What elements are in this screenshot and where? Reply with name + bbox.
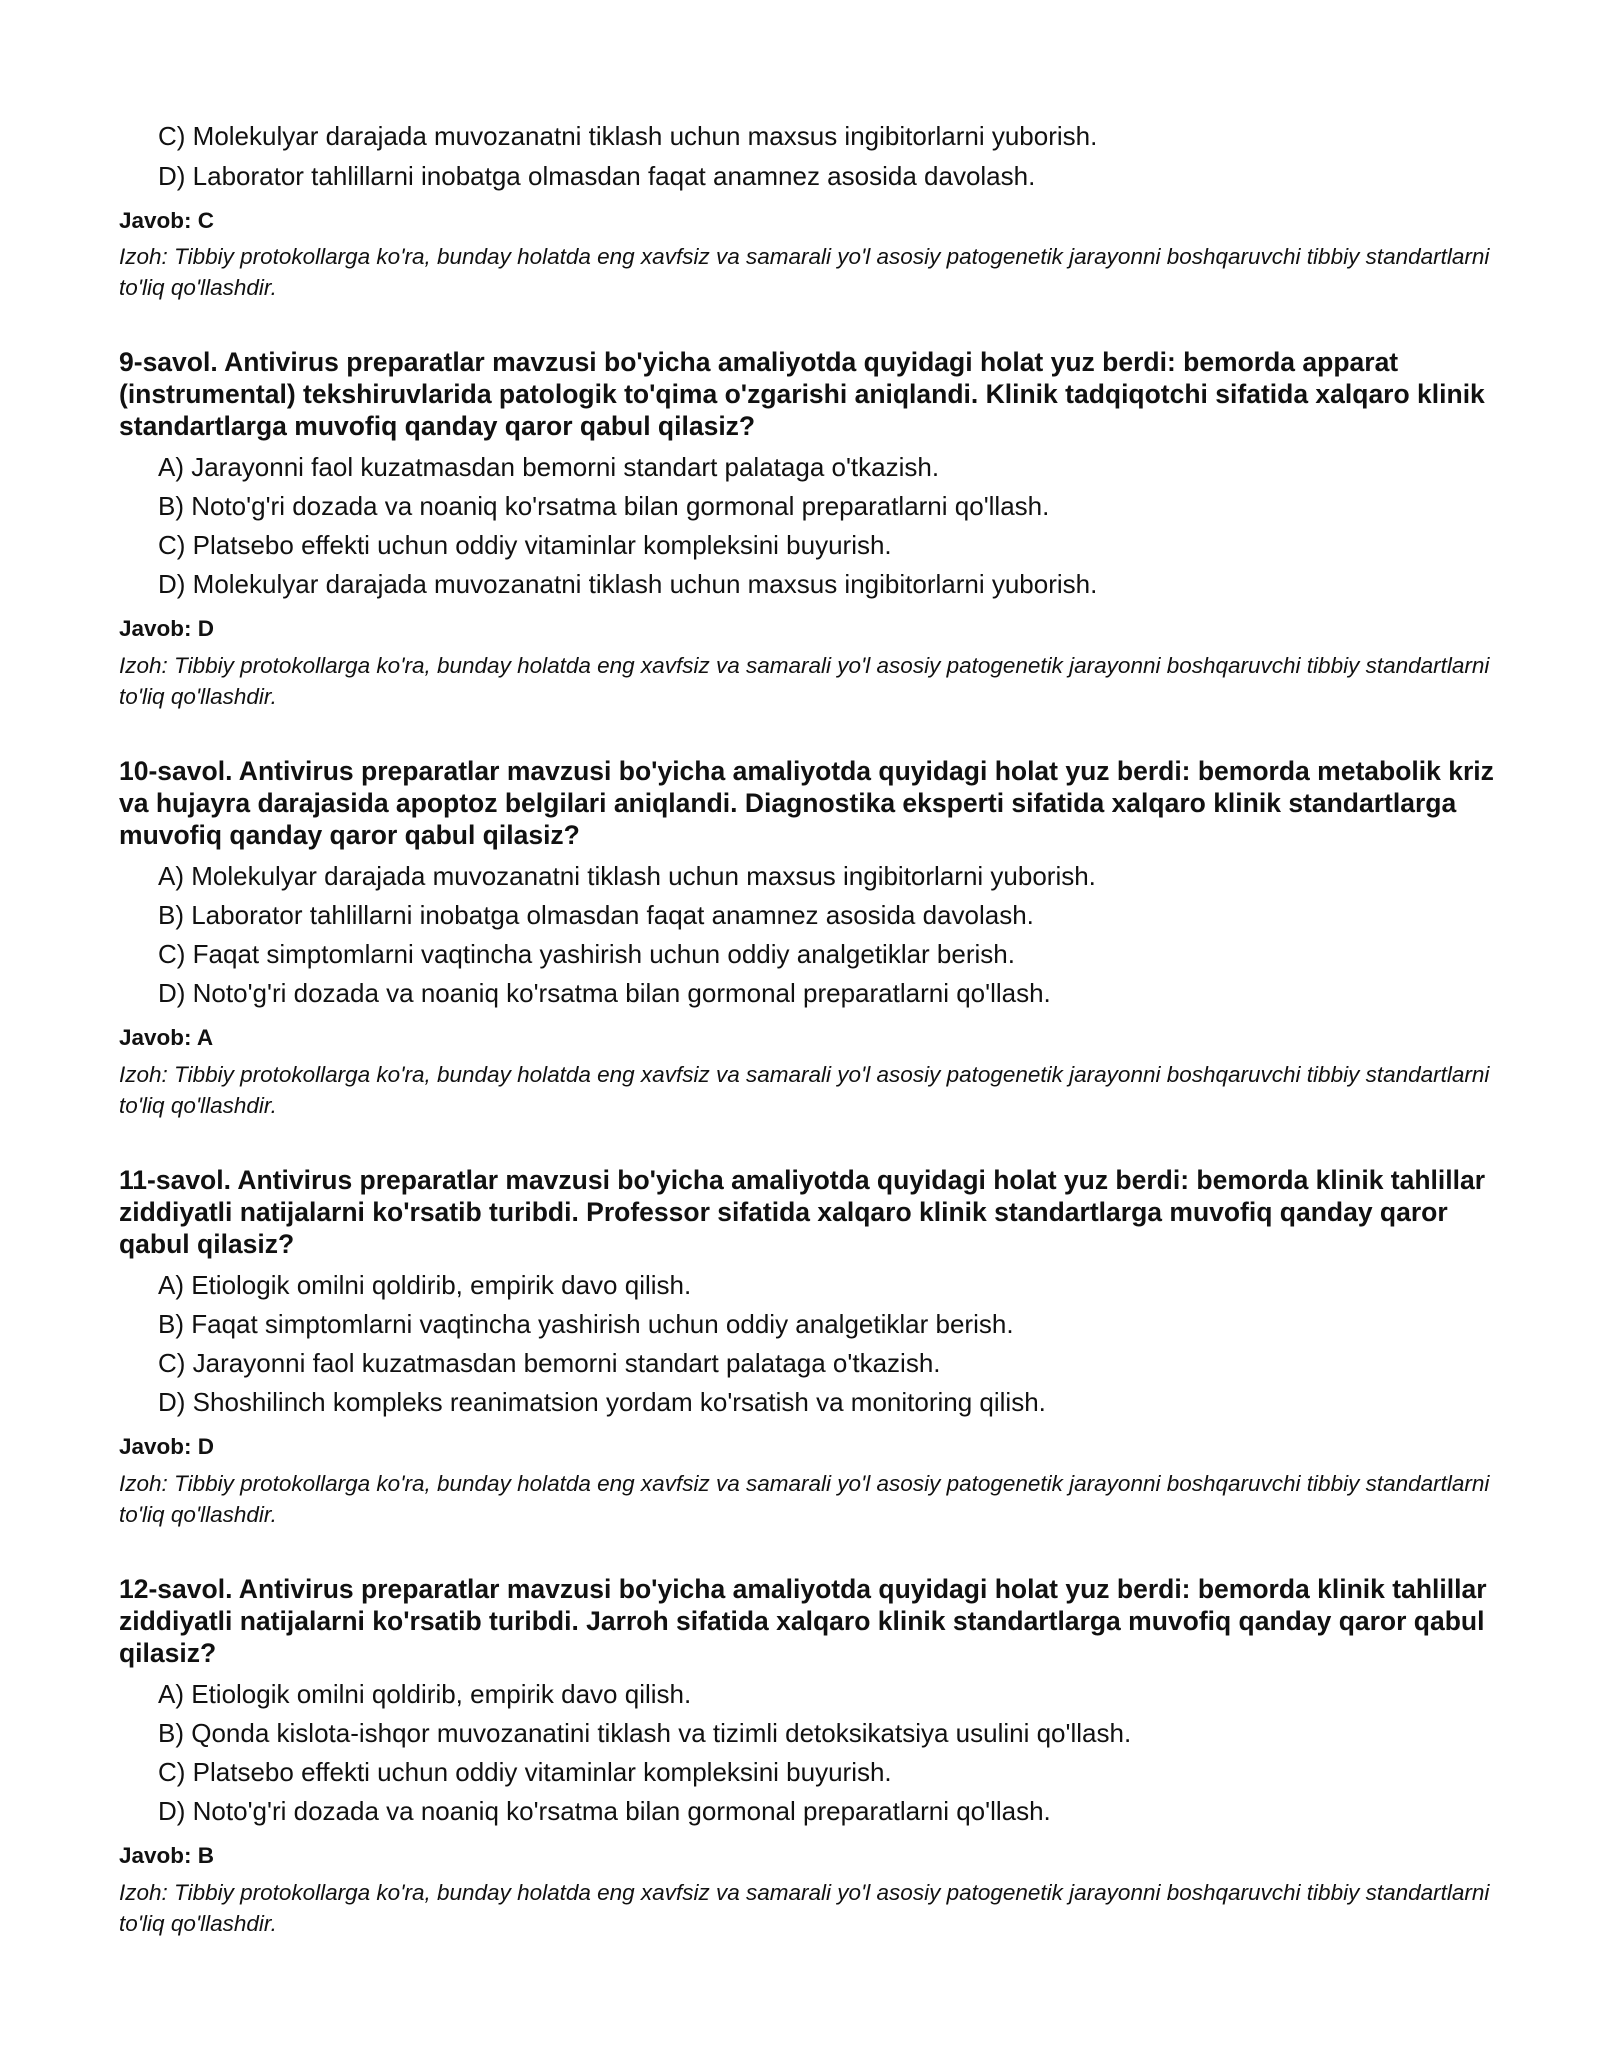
option-b: B) Faqat simptomlarni vaqtincha yashirish uchun oddiy analgetiklar berish. [158,1309,1014,1339]
option-c: C) Platsebo effekti uchun oddiy vitaminlar kompleksini buyurish. [158,530,892,560]
option-a: A) Etiologik omilni qoldirib, empirik davo qilish. [158,1270,692,1300]
option-b: B) Qonda kislota-ishqor muvozanatini tiklash va tizimli detoksikatsiya usulini qo'llash. [158,1718,1132,1748]
option-d: D) Molekulyar darajada muvozanatni tiklash uchun maxsus ingibitorlarni yuborish. [158,569,1098,599]
question-9: 9-savol. Antivirus preparatlar mavzusi bo'yicha amaliyotda quyidagi holat yuz berdi: bemorda apparat (instrumental) tekshiruvlarida patologik to'qima o'zgarishi aniqlandi. Klinik tadqiqotchi sifatida xalqaro klinik standartlarga muvofiq qanday qaror qabul qilasiz? [119,347,1485,441]
explanation: Izoh: Tibbiy protokollarga ko'ra, bunday holatda eng xavfsiz va samarali yo'l asosiy patogenetik jarayonni boshqaruvchi tibbiy standartlarni to'liq qo'llashdir. [119,653,1490,709]
option-d: D) Laborator tahlillarni inobatga olmasdan faqat anamnez asosida davolash. [158,161,1036,191]
option-c: C) Platsebo effekti uchun oddiy vitaminlar kompleksini buyurish. [158,1757,892,1787]
option-a: A) Jarayonni faol kuzatmasdan bemorni standart palataga o'tkazish. [158,452,940,482]
question-11: 11-savol. Antivirus preparatlar mavzusi bo'yicha amaliyotda quyidagi holat yuz berdi: bemorda klinik tahlillar ziddiyatli natijalarni ko'rsatib turibdi. Professor sifatida xalqaro klinik standartlarga muvofiq qanday qaror qabul qilasiz? [119,1165,1486,1259]
explanation: Izoh: Tibbiy protokollarga ko'ra, bunday holatda eng xavfsiz va samarali yo'l asosiy patogenetik jarayonni boshqaruvchi tibbiy standartlarni to'liq qo'llashdir. [119,1471,1490,1527]
answer: Javob: D [119,616,215,641]
answer: Javob: D [119,1434,215,1459]
option-d: D) Noto'g'ri dozada va noaniq ko'rsatma bilan gormonal preparatlarni qo'llash. [158,1796,1051,1826]
option-a: A) Molekulyar darajada muvozanatni tiklash uchun maxsus ingibitorlarni yuborish. [158,861,1096,891]
option-d: D) Noto'g'ri dozada va noaniq ko'rsatma bilan gormonal preparatlarni qo'llash. [158,978,1051,1008]
option-a: A) Etiologik omilni qoldirib, empirik davo qilish. [158,1679,692,1709]
answer: Javob: C [119,208,215,233]
option-c: C) Jarayonni faol kuzatmasdan bemorni standart palataga o'tkazish. [158,1348,941,1378]
question-10: 10-savol. Antivirus preparatlar mavzusi bo'yicha amaliyotda quyidagi holat yuz berdi: bemorda metabolik kriz va hujayra darajasida apoptoz belgilari aniqlandi. Diagnostika eksperti sifatida xalqaro klinik standartlarga muvofiq qanday qaror qabul qilasiz? [119,756,1494,850]
answer: Javob: A [119,1025,214,1050]
option-c: C) Faqat simptomlarni vaqtincha yashirish uchun oddiy analgetiklar berish. [158,939,1015,969]
option-d: D) Shoshilinch kompleks reanimatsion yordam ko'rsatish va monitoring qilish. [158,1387,1046,1417]
explanation: Izoh: Tibbiy protokollarga ko'ra, bunday holatda eng xavfsiz va samarali yo'l asosiy patogenetik jarayonni boshqaruvchi tibbiy standartlarni to'liq qo'llashdir. [119,1062,1490,1118]
answer: Javob: B [119,1843,215,1868]
explanation: Izoh: Tibbiy protokollarga ko'ra, bunday holatda eng xavfsiz va samarali yo'l asosiy patogenetik jarayonni boshqaruvchi tibbiy standartlarni to'liq qo'llashdir. [119,1880,1490,1936]
explanation: Izoh: Tibbiy protokollarga ko'ra, bunday holatda eng xavfsiz va samarali yo'l asosiy patogenetik jarayonni boshqaruvchi tibbiy standartlarni to'liq qo'llashdir. [119,244,1490,300]
question-12: 12-savol. Antivirus preparatlar mavzusi bo'yicha amaliyotda quyidagi holat yuz berdi: bemorda klinik tahlillar ziddiyatli natijalarni ko'rsatib turibdi. Jarroh sifatida xalqaro klinik standartlarga muvofiq qanday qaror qabul qilasiz? [119,1574,1487,1668]
option-c: C) Molekulyar darajada muvozanatni tiklash uchun maxsus ingibitorlarni yuborish. [158,121,1098,151]
option-b: B) Noto'g'ri dozada va noaniq ko'rsatma bilan gormonal preparatlarni qo'llash. [158,491,1050,521]
option-b: B) Laborator tahlillarni inobatga olmasdan faqat anamnez asosida davolash. [158,900,1034,930]
